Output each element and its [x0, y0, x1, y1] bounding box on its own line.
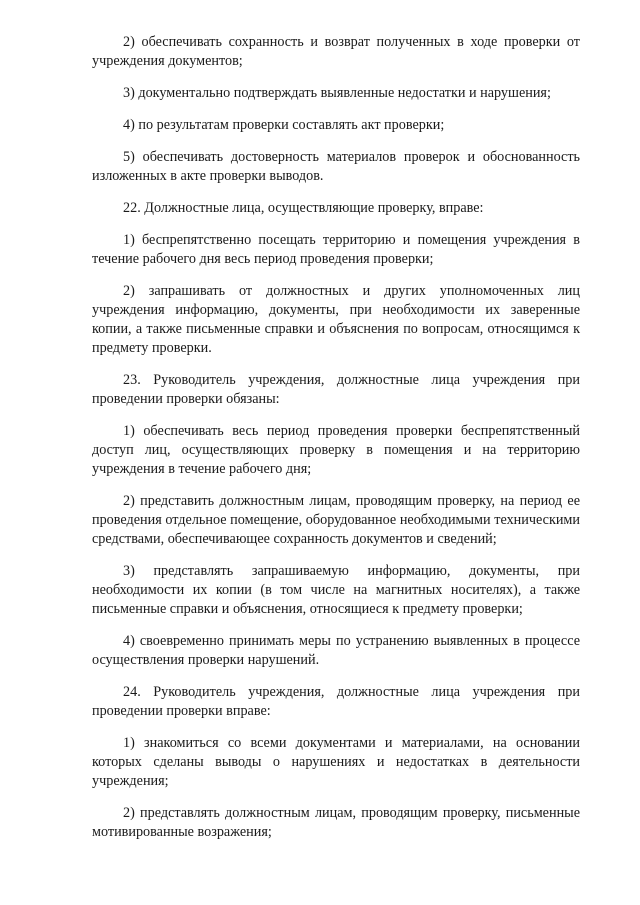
paragraph-22-1: 1) беспрепятственно посещать территорию и помещения учреждения в течение рабочего дня весь период проведения проверки;: [92, 232, 580, 267]
paragraph-22-2: 2) запрашивать от должностных и других уполномоченных лиц учреждения информацию, документы, при необходимости их заверенные копии, а также письменные справки и объяснения по вопросам, относящимся к предмету проверки.: [92, 283, 580, 356]
paragraph-23-4: 4) своевременно принимать меры по устранению выявленных в процессе осуществления проверки нарушений.: [92, 633, 580, 668]
paragraph-21-4: 4) по результатам проверки составлять акт проверки;: [123, 117, 445, 133]
paragraph-24-1: 1) знакомиться со всеми документами и материалами, на основании которых сделаны выводы о нарушениях и недостатках в деятельности учреждения;: [92, 735, 580, 789]
paragraph-24-2: 2) представлять должностным лицам, проводящим проверку, письменные мотивированные возражения;: [92, 805, 580, 840]
paragraph-23-3: 3) представлять запрашиваемую информацию, документы, при необходимости их копии (в том числе на магнитных носителях), а также письменные справки и объяснения, относящиеся к предмету проверки;: [92, 563, 580, 617]
paragraph-23: 23. Руководитель учреждения, должностные лица учреждения при проведении проверки обязаны:: [92, 372, 580, 407]
paragraph-21-3: 3) документально подтверждать выявленные недостатки и нарушения;: [123, 85, 551, 101]
paragraph-21-5: 5) обеспечивать достоверность материалов проверок и обоснованность изложенных в акте проверки выводов.: [92, 149, 580, 184]
paragraph-23-2: 2) представить должностным лицам, проводящим проверку, на период ее проведения отдельное помещение, оборудованное необходимыми техническими средствами, обеспечивающее сохранность документов и сведений;: [92, 493, 580, 547]
paragraph-23-1: 1) обеспечивать весь период проведения проверки беспрепятственный доступ лиц, осуществляющих проверку в помещения и на территорию учреждения в течение рабочего дня;: [92, 423, 580, 477]
paragraph-22: 22. Должностные лица, осуществляющие проверку, вправе:: [123, 200, 484, 216]
paragraph-21-2: 2) обеспечивать сохранность и возврат полученных в ходе проверки от учреждения документов;: [92, 34, 580, 69]
paragraph-24: 24. Руководитель учреждения, должностные лица учреждения при проведении проверки вправе:: [92, 684, 580, 719]
